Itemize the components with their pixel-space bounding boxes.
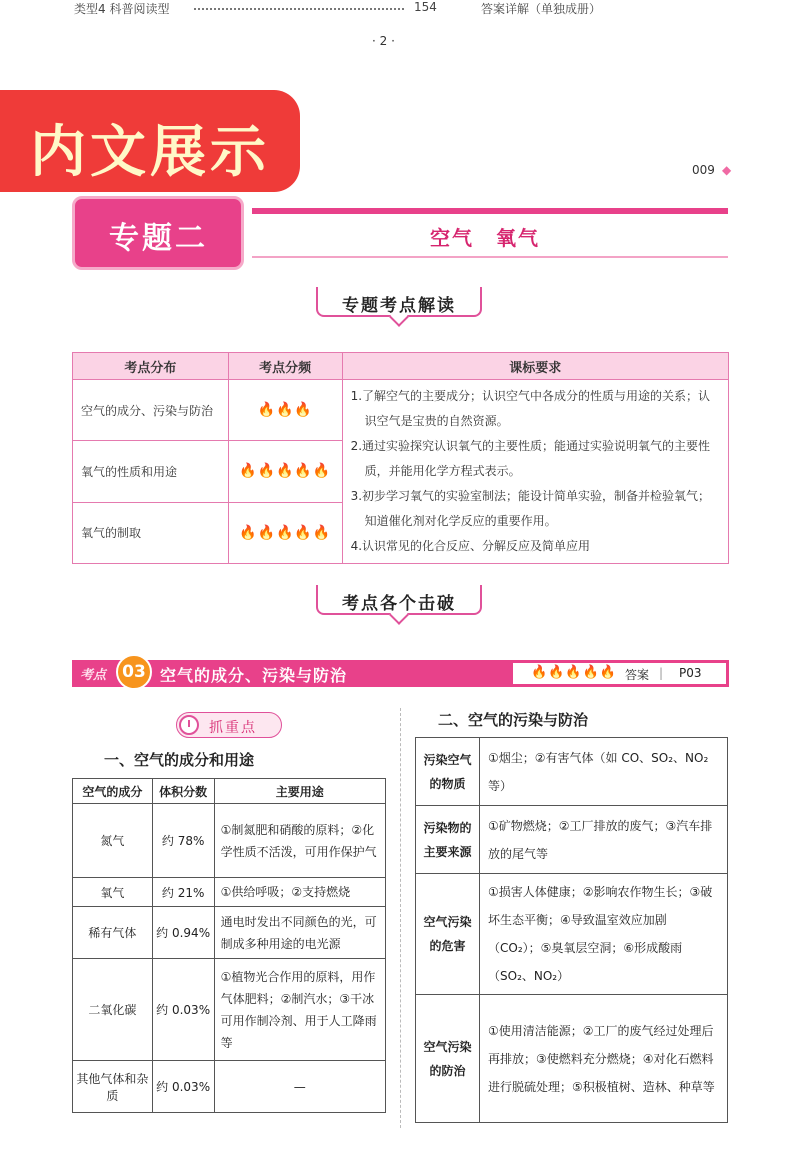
topic-tab-label: 专题二 [109, 221, 208, 256]
fraction-cell: 约 0.03% [152, 959, 214, 1061]
fire-icon-rating [531, 665, 617, 680]
use-cell: ①供给呼吸；②支持燃烧 [214, 878, 385, 907]
toc-leader-dots [194, 8, 404, 10]
row-key-cell: 污染空气的物质 [416, 738, 480, 806]
content-preview-banner [0, 90, 300, 192]
use-cell: ①制氮肥和硝酸的原料；②化学性质不活泼，可用作保护气 [214, 804, 385, 878]
column-header: 考点分布 [73, 353, 229, 380]
section-title: 考点各个击破 [342, 594, 456, 614]
air-pollution-table [415, 737, 728, 1123]
page-top-marker: · 2 · [372, 34, 395, 48]
section-label-box [316, 287, 482, 317]
kaodian-tag: 考点 [80, 668, 107, 683]
toc-type-label: 类型4 科普阅读型 [74, 2, 170, 16]
row-value-cell: ①矿物燃烧；②工厂排放的废气；③汽车排放的尾气等 [480, 806, 728, 874]
table-row [73, 959, 386, 1061]
fire-icon-rating: 🔥🔥🔥 [228, 380, 342, 441]
requirement-item: 2.通过实验探究认识氧气的主要性质；能通过实验说明氧气的主要性质，并能用化学方程式表示。 [350, 439, 711, 478]
fraction-cell: 约 78% [152, 804, 214, 878]
column-header: 考点分频 [228, 353, 342, 380]
section-label-box [316, 585, 482, 615]
component-cell: 二氧化碳 [73, 959, 153, 1061]
fraction-cell: 约 0.03% [152, 1061, 214, 1113]
table-row [416, 874, 728, 995]
toc-answer-label: 答案详解（单独成册） [481, 2, 602, 16]
answer-page-link[interactable]: P03 [679, 666, 702, 680]
column-divider [400, 708, 401, 1128]
separator: | [659, 666, 664, 680]
kaodian-bar [72, 660, 729, 687]
row-key-cell: 空气污染的防治 [416, 995, 480, 1123]
fire-icon-rating: 🔥🔥🔥🔥🔥 [228, 502, 342, 563]
toc-line [74, 0, 602, 18]
fraction-cell: 约 21% [152, 878, 214, 907]
table-row [73, 1061, 386, 1113]
banner-label: 内文展示 [30, 120, 270, 185]
page-number: 009 [692, 163, 715, 177]
use-cell: 通电时发出不同颜色的光，可制成多种用途的电光源 [214, 907, 385, 959]
requirement-item: 4.认识常见的化合反应、分解反应及简单应用 [350, 539, 591, 553]
overview-table [72, 352, 729, 564]
row-key-cell: 污染物的主要来源 [416, 806, 480, 874]
fire-icon-on: 🔥🔥🔥 [531, 665, 583, 680]
air-composition-table [72, 778, 386, 1113]
column-header: 体积分数 [152, 779, 214, 804]
right-section-heading: 二、空气的污染与防治 [438, 711, 589, 729]
requirement-item: 3.初步学习氧气的实验室制法；能设计简单实验，制备并检验氧气；知道催化剂对化学反应的重要作用。 [350, 489, 711, 528]
column-header: 课标要求 [342, 353, 728, 380]
topic-name-cell: 空气的成分、污染与防治 [73, 380, 229, 441]
answer-label: 答案 [625, 668, 650, 682]
requirement-item: 1.了解空气的主要成分；认识空气中各成分的性质与用途的关系；认识空气是宝贵的自然资源。 [350, 389, 711, 428]
component-cell: 稀有气体 [73, 907, 153, 959]
section-title: 专题考点解读 [342, 296, 456, 316]
column-header: 主要用途 [214, 779, 385, 804]
topic-tab [72, 196, 244, 270]
stopwatch-icon [179, 715, 199, 735]
kaodian-title: 空气的成分、污染与防治 [160, 666, 348, 685]
table-header-row [73, 353, 729, 380]
kaodian-info-box [512, 662, 727, 685]
row-key-cell: 空气污染的危害 [416, 874, 480, 995]
topic-bar [252, 208, 728, 214]
key-points-badge [176, 712, 282, 738]
table-row [416, 995, 728, 1123]
row-value-cell: ①使用清洁能源；②工厂的废气经过处理后再排放；③使燃料充分燃烧；④对化石燃料进行脱硫处理；⑤积极植树、造林、种草等 [480, 995, 728, 1123]
use-cell: — [214, 1061, 385, 1113]
table-row [416, 738, 728, 806]
table-row [73, 380, 729, 441]
column-header: 空气的成分 [73, 779, 153, 804]
page-number-diamond-icon: ◆ [722, 163, 732, 177]
left-section-heading: 一、空气的成分和用途 [104, 751, 255, 769]
requirements-cell [342, 380, 728, 564]
key-points-label: 抓重点 [209, 720, 257, 736]
table-row [73, 907, 386, 959]
fraction-cell: 约 0.94% [152, 907, 214, 959]
fire-icon-off: 🔥🔥 [582, 665, 617, 680]
row-value-cell: ①烟尘；②有害气体（如 CO、SO₂、NO₂ 等） [480, 738, 728, 806]
table-header-row [73, 779, 386, 804]
topic-name-cell: 氧气的制取 [73, 502, 229, 563]
table-row [73, 804, 386, 878]
fire-icon-rating: 🔥🔥🔥🔥🔥 [228, 441, 342, 502]
topic-name-cell: 氧气的性质和用途 [73, 441, 229, 502]
kaodian-number-badge: 03 [116, 654, 152, 690]
table-row [73, 878, 386, 907]
component-cell: 氮气 [73, 804, 153, 878]
use-cell: ①植物光合作用的原料，用作气体肥料；②制汽水；③干冰可用作制冷剂、用于人工降雨等 [214, 959, 385, 1061]
topic-underline [252, 256, 728, 258]
component-cell: 氧气 [73, 878, 153, 907]
topic-title: 空气 氧气 [430, 226, 540, 250]
row-value-cell: ①损害人体健康；②影响农作物生长；③破坏生态平衡；④导致温室效应加剧（CO₂）；⑤臭氧层空洞；⑥形成酸雨（SO₂、NO₂） [480, 874, 728, 995]
component-cell: 其他气体和杂质 [73, 1061, 153, 1113]
toc-page-number: 154 [414, 0, 437, 14]
table-row [416, 806, 728, 874]
